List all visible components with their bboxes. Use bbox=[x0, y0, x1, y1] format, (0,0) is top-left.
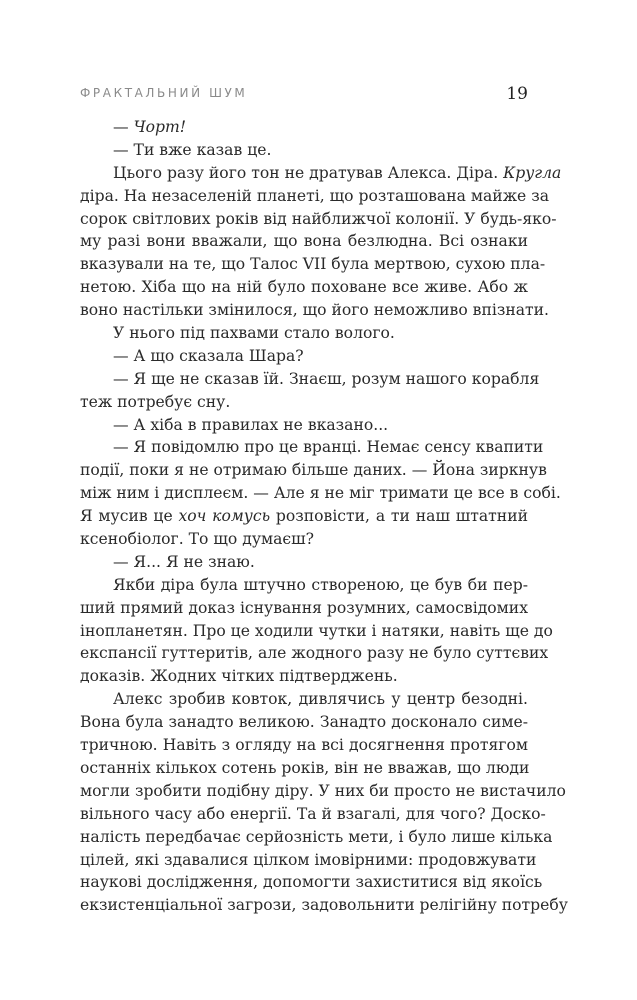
text-span: інопланетян. Про це ходили чутки і натяки, навіть ще до bbox=[80, 621, 553, 640]
running-head: ФРАКТАЛЬНИЙ ШУМ bbox=[80, 86, 248, 100]
text-span: між ним і дисплеєм. — Але я не міг тримати це все в собі. bbox=[80, 484, 561, 503]
text-line bbox=[80, 528, 528, 551]
text-line bbox=[80, 230, 528, 253]
text-span: — Ти вже казав це. bbox=[113, 140, 272, 159]
text-line bbox=[80, 276, 528, 299]
text-line bbox=[80, 322, 528, 345]
text-span: теж потребує сну. bbox=[80, 392, 231, 411]
text-span: експансії гуттеритів, але жодного разу не було суттєвих bbox=[80, 644, 549, 663]
text-span: цілей, які здавалися цілком імовірними: продовжувати bbox=[80, 850, 537, 869]
text-span: Я мусив це bbox=[80, 507, 179, 526]
text-line bbox=[80, 826, 553, 849]
text-span: — А що сказала Шара? bbox=[113, 346, 304, 365]
text-span: сорок світлових років від найближчої колонії. У будь-яко- bbox=[80, 209, 557, 228]
text-span: доказів. Жодних чітких підтверджень. bbox=[80, 667, 398, 686]
text-span: му разі вони вважали, що вона безлюдна. Всі ознаки bbox=[80, 232, 528, 251]
text-line bbox=[80, 849, 537, 872]
text-span: розповісти, а ти наш штатний bbox=[270, 507, 528, 526]
text-span: Алекс зробив ковток, дивлячись у центр безодні. bbox=[113, 690, 528, 709]
text-span: — Я ще не сказав їй. Знаєш, розум нашого корабля bbox=[113, 369, 540, 388]
italic-text: хоч комусь bbox=[178, 507, 271, 526]
text-line bbox=[80, 574, 528, 597]
text-span: воно настільки змінилося, що його неможливо впізнати. bbox=[80, 301, 550, 320]
text-line bbox=[80, 505, 528, 528]
text-line bbox=[80, 299, 550, 322]
text-line bbox=[80, 894, 568, 917]
text-line bbox=[80, 162, 562, 185]
text-line bbox=[80, 208, 557, 231]
text-line bbox=[80, 391, 528, 414]
text-span: — Я повідомлю про це вранці. Немає сенсу квапити bbox=[113, 438, 544, 457]
text-span: екзистенціальної загрози, задовольнити релігійну потребу bbox=[80, 896, 568, 915]
text-line bbox=[80, 436, 544, 459]
text-line bbox=[80, 345, 528, 368]
text-line bbox=[80, 414, 528, 437]
text-line bbox=[80, 688, 528, 711]
text-line bbox=[80, 780, 566, 803]
text-span: наукові дослідження, допомогти захиститися від якоїсь bbox=[80, 873, 543, 892]
text-line bbox=[80, 139, 528, 162]
text-span: події, поки я не отримаю більше даних. — Йона зиркнув bbox=[80, 461, 547, 480]
text-line bbox=[80, 711, 528, 734]
text-line bbox=[80, 871, 543, 894]
text-span: Вона була занадто великою. Занадто досконало симе- bbox=[80, 713, 528, 732]
text-span: Цього разу його тон не дратував Алекса. Діра. bbox=[113, 163, 504, 182]
text-line bbox=[80, 253, 546, 276]
text-span: — bbox=[113, 118, 134, 136]
text-span: діра. На незаселеній планеті, що розташована майже за bbox=[80, 186, 550, 205]
text-span: нетою. Хіба що на ній було поховане все живе. Або ж bbox=[80, 278, 528, 297]
text-line bbox=[80, 642, 549, 665]
text-line bbox=[80, 459, 547, 482]
text-span: ксенобіолог. То що думаєш? bbox=[80, 530, 315, 549]
text-line bbox=[80, 368, 540, 391]
text-line bbox=[80, 757, 528, 780]
text-span: У нього під пахвами стало волого. bbox=[113, 324, 395, 343]
text-span: налість передбачає серйозність мети, і було лише кілька bbox=[80, 827, 553, 846]
text-line bbox=[80, 482, 561, 505]
text-span: ший прямий доказ існування розумних, самосвідомих bbox=[80, 598, 528, 617]
text-line bbox=[80, 734, 528, 757]
text-line bbox=[80, 803, 546, 826]
text-span: — Я... Я не знаю. bbox=[113, 552, 255, 571]
text-span: Якби діра була штучно створеною, це був би пер- bbox=[113, 575, 528, 594]
text-line bbox=[80, 597, 528, 620]
text-span: вільного часу або енергії. Та й взагалі, для чого? Доско- bbox=[80, 804, 546, 823]
text-span: — А хіба в правилах не вказано... bbox=[113, 415, 389, 434]
body-text bbox=[80, 116, 568, 917]
text-line bbox=[80, 620, 553, 643]
text-span: останніх кількох сотень років, він не вважав, що люди bbox=[80, 758, 530, 777]
text-line bbox=[80, 185, 550, 208]
text-line bbox=[80, 665, 528, 688]
text-line bbox=[80, 116, 528, 139]
italic-text: Чорт! bbox=[133, 118, 187, 136]
page-number: 19 bbox=[506, 84, 528, 104]
text-span: могли зробити подібну діру. У них би просто не вистачило bbox=[80, 781, 566, 800]
text-line bbox=[80, 551, 528, 574]
italic-text: Кругла bbox=[503, 163, 562, 182]
text-span: тричною. Навіть з огляду на всі досягнення протягом bbox=[80, 736, 528, 755]
text-span: вказували на те, що Талос VII була мертвою, сухою пла- bbox=[80, 255, 546, 274]
